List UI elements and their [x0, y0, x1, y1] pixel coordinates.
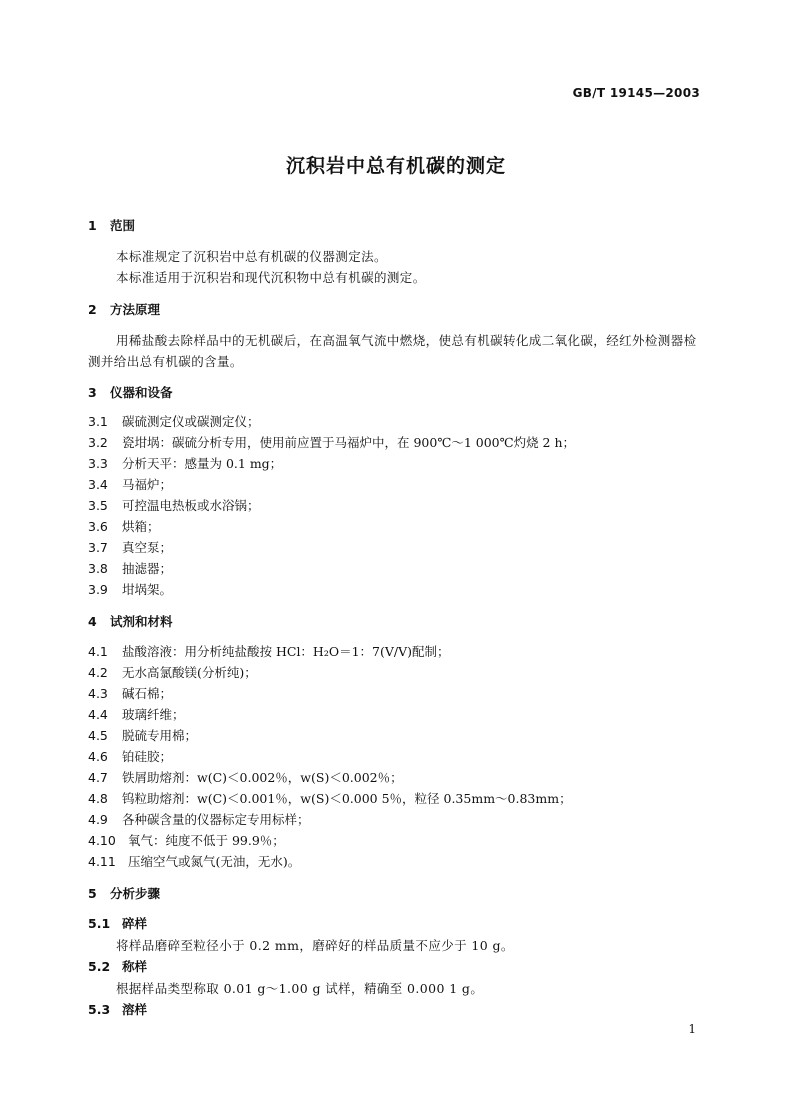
section-2-heading [88, 302, 160, 318]
list-item [88, 644, 450, 660]
item-text: 各种碳含量的仪器标定专用标样； [122, 812, 310, 827]
item-text: 压缩空气或氮气(无油，无水)。 [128, 854, 301, 869]
item-number: 3.7 [88, 540, 108, 555]
item-number: 4.9 [88, 812, 108, 827]
section-title: 分析步骤 [110, 886, 161, 901]
list-item [88, 686, 172, 702]
section-number: 5 [88, 886, 97, 901]
item-text: 马福炉； [122, 477, 173, 492]
item-text: 瓷坩埚：碳硫分析专用，使用前应置于马福炉中，在 900℃～1 000℃灼烧 2 h； [122, 435, 576, 450]
item-text: 可控温电热板或水浴锅； [122, 498, 260, 513]
item-text: 坩埚架。 [122, 582, 173, 597]
item-text: 无水高氯酸镁(分析纯)； [122, 665, 257, 680]
item-text: 玻璃纤维； [122, 707, 185, 722]
subsection-5-1-heading [88, 916, 147, 932]
item-number: 4.6 [88, 749, 108, 764]
list-item [88, 770, 403, 786]
list-item [88, 812, 310, 828]
item-number: 4.5 [88, 728, 108, 743]
item-text: 碳硫测定仪或碳测定仪； [122, 414, 260, 429]
section-title: 试剂和材料 [110, 614, 173, 629]
page-number: 1 [688, 1022, 696, 1036]
subsection-5-2-heading [88, 959, 147, 975]
list-item [88, 540, 172, 556]
standard-number: GB/T 19145—2003 [572, 86, 700, 100]
item-number: 3.4 [88, 477, 108, 492]
item-number: 3.6 [88, 519, 108, 534]
section-number: 3 [88, 385, 97, 400]
section-number: 1 [88, 218, 97, 233]
list-item [88, 477, 172, 493]
item-text: 脱硫专用棉； [122, 728, 198, 743]
section-1-heading [88, 218, 135, 234]
item-text: 分析天平：感量为 0.1 mg； [122, 456, 283, 471]
list-item [88, 498, 260, 514]
subsection-number: 5.1 [88, 916, 111, 931]
subsection-5-2-text: 根据样品类型称取 0.01 g～1.00 g 试样，精确至 0.000 1 g。 [116, 981, 484, 996]
list-item [88, 749, 172, 765]
document-title: 沉积岩中总有机碳的测定 [285, 155, 506, 177]
section-1-para-2: 本标准适用于沉积岩和现代沉积物中总有机碳的测定。 [116, 270, 426, 285]
subsection-title: 溶样 [122, 1002, 148, 1017]
list-item [88, 665, 257, 681]
subsection-5-1-text: 将样品磨碎至粒径小于 0.2 mm，磨碎好的样品质量不应少于 10 g。 [116, 938, 514, 953]
item-text: 真空泵； [122, 540, 173, 555]
subsection-title: 碎样 [122, 916, 148, 931]
list-item [88, 414, 260, 430]
list-item [88, 791, 572, 807]
section-title: 仪器和设备 [110, 385, 173, 400]
section-1-para-1: 本标准规定了沉积岩中总有机碳的仪器测定法。 [116, 249, 387, 264]
item-text: 烘箱； [122, 519, 160, 534]
section-number: 2 [88, 302, 97, 317]
item-number: 3.5 [88, 498, 108, 513]
section-2-para-1: 用稀盐酸去除样品中的无机碳后，在高温氧气流中燃烧，使总有机碳转化成二氧化碳，经红外检测器检测并给出总有机碳的含量。 [88, 333, 697, 369]
section-5-heading [88, 886, 160, 902]
item-number: 4.4 [88, 707, 108, 722]
list-item [88, 519, 160, 535]
item-number: 4.7 [88, 770, 108, 785]
item-number: 3.3 [88, 456, 108, 471]
item-text: 碱石棉； [122, 686, 173, 701]
list-item [88, 833, 285, 849]
item-number: 4.1 [88, 644, 108, 659]
item-number: 3.1 [88, 414, 108, 429]
item-number: 4.10 [88, 833, 116, 848]
list-item [88, 561, 172, 577]
section-number: 4 [88, 614, 97, 629]
list-item [88, 435, 575, 451]
item-number: 4.11 [88, 854, 116, 869]
item-text: 铂硅胶； [122, 749, 173, 764]
item-number: 4.2 [88, 665, 108, 680]
list-item [88, 728, 197, 744]
list-item [88, 707, 185, 723]
item-text: 钨粒助熔剂：w(C)＜0.001％，w(S)＜0.000 5％，粒径 0.35mm～0.83mm； [122, 791, 572, 806]
item-number: 3.9 [88, 582, 108, 597]
item-text: 抽滤器； [122, 561, 173, 576]
subsection-5-3-heading [88, 1002, 147, 1018]
item-text: 铁屑助熔剂：w(C)＜0.002％，w(S)＜0.002％； [122, 770, 403, 785]
section-title: 方法原理 [110, 302, 161, 317]
item-number: 3.2 [88, 435, 108, 450]
item-number: 4.8 [88, 791, 108, 806]
subsection-title: 称样 [122, 959, 148, 974]
item-text: 盐酸溶液：用分析纯盐酸按 HCl：H₂O＝1：7(V/V)配制； [122, 644, 450, 659]
section-4-heading [88, 614, 173, 630]
item-number: 4.3 [88, 686, 108, 701]
section-title: 范围 [110, 218, 136, 233]
section-3-heading [88, 385, 173, 401]
list-item [88, 854, 300, 870]
item-text: 氧气：纯度不低于 99.9％； [128, 833, 285, 848]
list-item [88, 456, 282, 472]
item-number: 3.8 [88, 561, 108, 576]
subsection-number: 5.3 [88, 1002, 111, 1017]
subsection-number: 5.2 [88, 959, 111, 974]
list-item [88, 582, 172, 598]
